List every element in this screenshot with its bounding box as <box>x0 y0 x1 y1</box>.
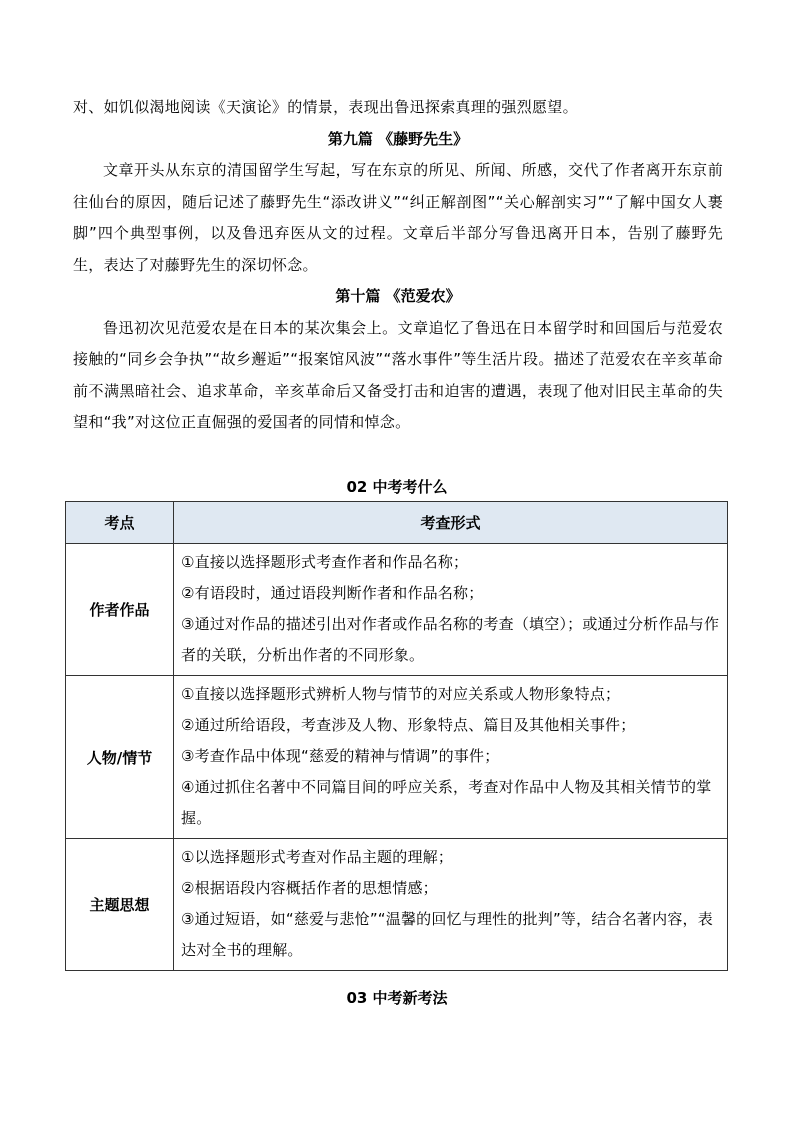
header-form: 考查形式 <box>174 502 728 544</box>
row-line: ③通过对作品的描述引出对作者或作品名称的考查（填空）；或通过分析作品与作者的关联，分析出作者的不同形象。 <box>181 615 720 664</box>
row-body <box>174 839 728 971</box>
row-body <box>174 676 728 839</box>
row-line: ②有语段时，通过语段判断作者和作品名称； <box>181 584 484 602</box>
row-line: ④通过抓住名著中不同篇目间的呼应关系，考查对作品中人物及其相关情节的掌握。 <box>181 778 712 827</box>
row-line: ③考查作品中体现“慈爱的精神与情调”的事件； <box>181 747 500 765</box>
chapter10-paragraph: 鲁迅初次见范爱农是在日本的某次集会上。文章追忆了鲁迅在日本留学时和回国后与范爱农接触的“同乡会争执”“故乡邂逅”“报案馆风波”“落水事件”等生活片段。描述了范爱农在辛亥革命前不满黑暗社会、追求革命，辛亥革命后又备受打击和迫害的遭遇，表现了他对旧民主革命的失望和“我”对这位正直倔强的爱国者的同情和悼念。 <box>73 318 723 431</box>
section3-title: 03 中考新考法 <box>346 989 448 1007</box>
row-key: 主题思想 <box>66 839 174 971</box>
table-row <box>66 676 728 839</box>
section2-title: 02 中考考什么 <box>346 478 448 496</box>
row-line: ①直接以选择题形式考查作者和作品名称； <box>181 553 469 571</box>
header-key: 考点 <box>66 502 174 544</box>
table-row <box>66 839 728 971</box>
chapter9-heading: 第九篇 《藤野先生》 <box>327 129 469 148</box>
row-line: ②根据语段内容概括作者的思想情感； <box>181 879 438 897</box>
row-key: 作者作品 <box>66 544 174 676</box>
row-body <box>174 544 728 676</box>
section3-title-wrap <box>0 984 794 1016</box>
article-body <box>73 92 723 439</box>
chapter9-paragraph: 文章开头从东京的清国留学生写起，写在东京的所见、所闻、所感，交代了作者离开东京前往仙台的原因，随后记述了藤野先生“添改讲义”“纠正解剖图”“关心解剖实习”“了解中国女人裹脚”四个典型事例，以及鲁迅弃医从文的过程。文章后半部分写鲁迅离开日本，告别了藤野先生，表达了对藤野先生的深切怀念。 <box>73 161 723 274</box>
row-key: 人物/情节 <box>66 676 174 839</box>
table-header-row <box>66 502 728 544</box>
chapter10-heading: 第十篇 《范爱农》 <box>335 287 461 305</box>
row-line: ③通过短语，如“慈爱与悲怆”“温馨的回忆与理性的批判”等，结合名著内容，表达对全书的理解。 <box>181 910 713 959</box>
exam-points-table <box>65 501 728 971</box>
row-line: ②通过所给语段，考查涉及人物、形象特点、篇目及其他相关事件； <box>181 716 636 734</box>
intro-tail-paragraph: 对、如饥似渴地阅读《天演论》的情景，表现出鲁迅探索真理的强烈愿望。 <box>73 98 578 116</box>
row-line: ①以选择题形式考查对作品主题的理解； <box>181 848 454 866</box>
row-line: ①直接以选择题形式辨析人物与情节的对应关系或人物形象特点； <box>181 685 621 703</box>
table-row <box>66 544 728 676</box>
